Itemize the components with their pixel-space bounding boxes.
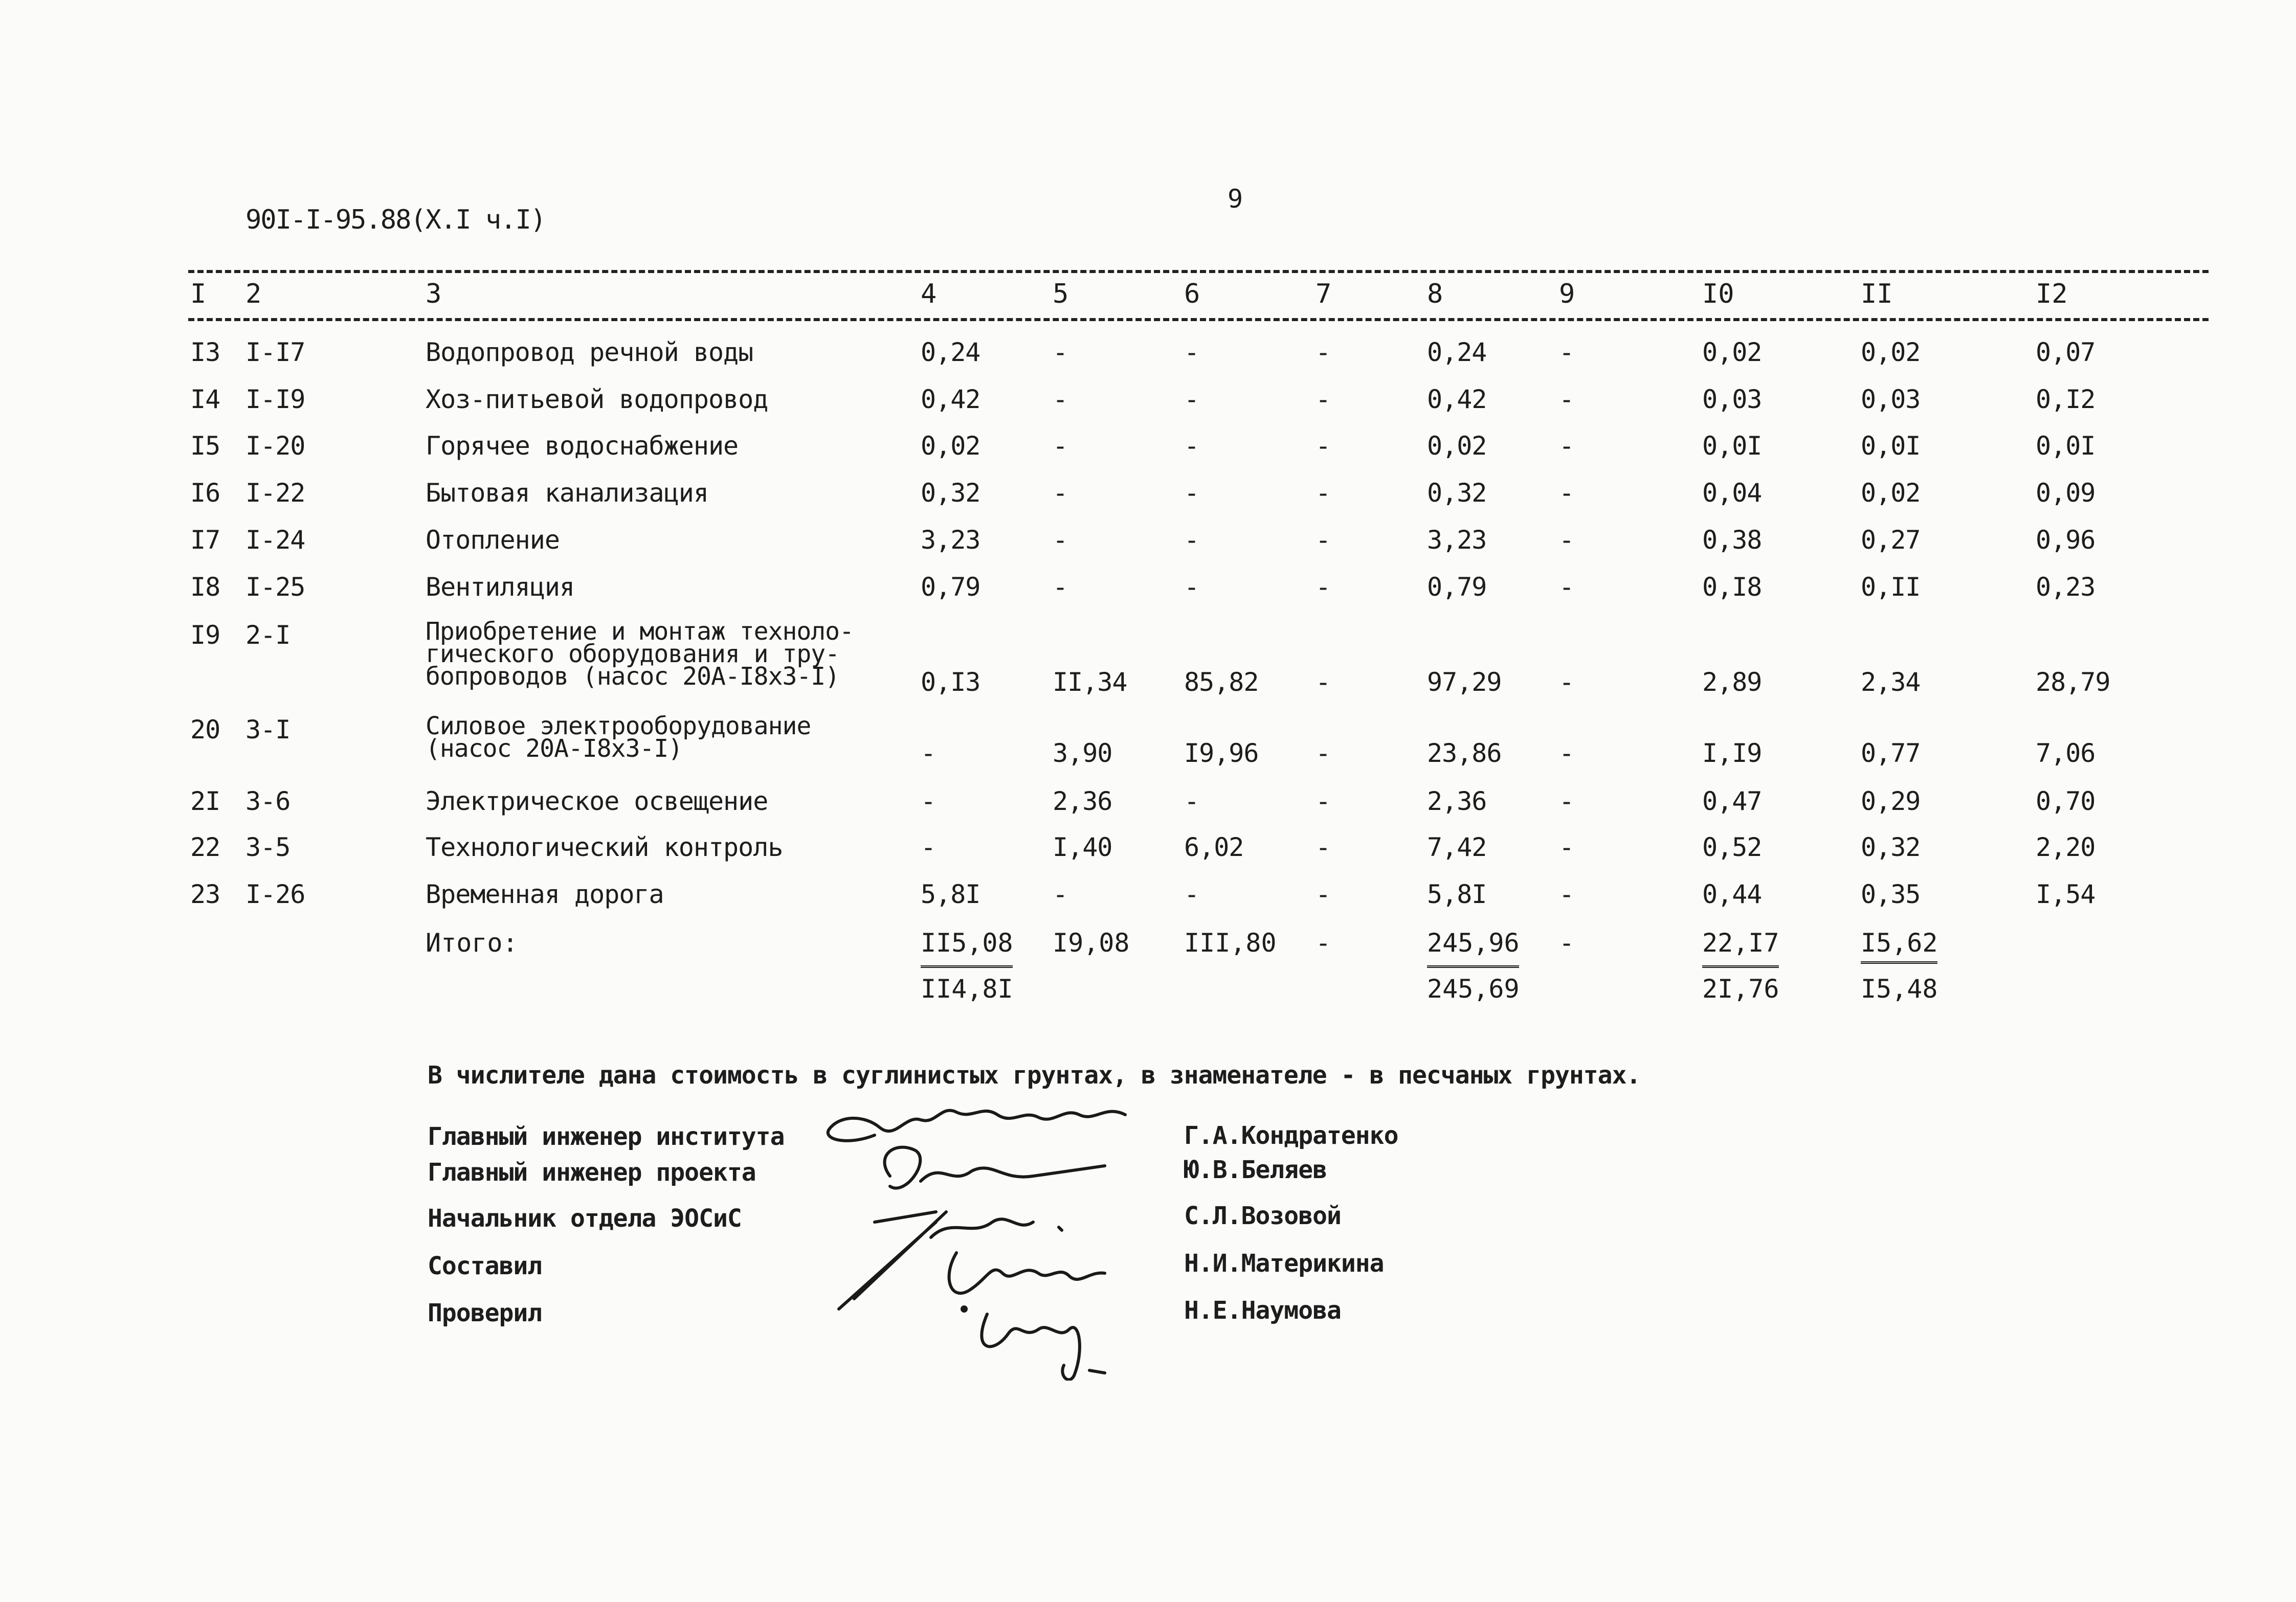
table-cell-c4: 0,02 bbox=[921, 431, 980, 461]
table-cell-c10: 0,52 bbox=[1702, 832, 1762, 862]
table-cell-c7: - bbox=[1316, 832, 1331, 862]
table-cell-c11: 0,77 bbox=[1861, 738, 1921, 768]
table-cell-c5: - bbox=[1053, 337, 1068, 367]
table-cell-code: I-I9 bbox=[246, 385, 305, 414]
table-cell-c11: 0,02 bbox=[1861, 478, 1921, 508]
total-c4: II5,08 bbox=[921, 928, 1013, 958]
table-cell-name: Горячее водоснабжение bbox=[426, 431, 739, 461]
table-cell-c10: 0,02 bbox=[1702, 337, 1762, 367]
table-cell-name: Электрическое освещение bbox=[426, 786, 768, 816]
table-cell-c7: - bbox=[1316, 879, 1331, 909]
table-cell-c7: - bbox=[1316, 385, 1331, 414]
total-c10: 22,I7 bbox=[1702, 928, 1779, 958]
table-cell-c6: - bbox=[1184, 786, 1199, 816]
table-cell-c8: 23,86 bbox=[1427, 738, 1502, 768]
table-row bbox=[0, 525, 2296, 571]
table-cell-name: Силовое электрооборудование (насос 20А-I8х3-I) bbox=[426, 712, 811, 763]
table-cell-c11: 2,34 bbox=[1861, 667, 1921, 697]
table-cell-c12: 0,07 bbox=[2036, 337, 2096, 367]
table-row bbox=[0, 572, 2296, 618]
table-cell-c4: 0,32 bbox=[921, 478, 980, 508]
column-header: II bbox=[1861, 279, 1893, 309]
table-cell-c10: 0,38 bbox=[1702, 525, 1762, 555]
table-cell-n: 22 bbox=[190, 832, 220, 862]
table-cell-c12: 0,09 bbox=[2036, 478, 2096, 508]
table-cell-c5: - bbox=[1053, 385, 1068, 414]
document-code: 90I-I-95.88(X.I ч.I) bbox=[246, 205, 546, 235]
header-top-rule bbox=[188, 270, 2209, 273]
table-cell-c4: 5,8I bbox=[921, 879, 980, 909]
column-header: I2 bbox=[2036, 279, 2068, 309]
table-cell-c9: - bbox=[1559, 572, 1574, 602]
table-cell-c7: - bbox=[1316, 667, 1331, 697]
table-cell-c12: 28,79 bbox=[2036, 667, 2110, 697]
table-cell-code: I-24 bbox=[246, 525, 305, 555]
signature-kondratenko bbox=[828, 1111, 1125, 1141]
table-cell-name: Технологический контроль bbox=[426, 832, 783, 862]
table-cell-c12: 7,06 bbox=[2036, 738, 2096, 768]
table-cell-n: 20 bbox=[190, 715, 220, 744]
column-header: I bbox=[190, 279, 207, 309]
table-row bbox=[0, 832, 2296, 878]
table-cell-n: I8 bbox=[190, 572, 220, 602]
table-cell-c4: 3,23 bbox=[921, 525, 980, 555]
total-c10-denominator: 2I,76 bbox=[1702, 974, 1779, 1004]
table-cell-c11: 0,32 bbox=[1861, 832, 1921, 862]
table-cell-c12: 2,20 bbox=[2036, 832, 2096, 862]
table-cell-code: 3-I bbox=[246, 715, 291, 744]
table-cell-c9: - bbox=[1559, 786, 1574, 816]
table-cell-code: 3-5 bbox=[246, 832, 291, 862]
table-cell-n: I5 bbox=[190, 431, 220, 461]
table-cell-c6: - bbox=[1184, 478, 1199, 508]
total-c7: - bbox=[1316, 928, 1331, 958]
table-cell-c6: - bbox=[1184, 385, 1199, 414]
table-cell-n: 2I bbox=[190, 786, 220, 816]
table-cell-c10: 0,04 bbox=[1702, 478, 1762, 508]
fraction-line bbox=[921, 965, 1013, 968]
table-cell-c8: 0,79 bbox=[1427, 572, 1487, 602]
table-row bbox=[0, 385, 2296, 431]
table-cell-c6: - bbox=[1184, 525, 1199, 555]
table-row bbox=[0, 712, 2296, 768]
table-cell-c10: 0,I8 bbox=[1702, 572, 1762, 602]
table-cell-code: I-22 bbox=[246, 478, 305, 508]
signature-naumova bbox=[982, 1314, 1105, 1380]
table-cell-name: Вентиляция bbox=[426, 572, 575, 602]
table-cell-c5: I,40 bbox=[1053, 832, 1112, 862]
table-cell-c9: - bbox=[1559, 738, 1574, 768]
table-cell-c4: - bbox=[921, 738, 936, 768]
table-cell-n: I6 bbox=[190, 478, 220, 508]
table-cell-c12: 0,23 bbox=[2036, 572, 2096, 602]
table-cell-n: I3 bbox=[190, 337, 220, 367]
table-cell-c11: 0,0I bbox=[1861, 431, 1921, 461]
table-cell-n: I9 bbox=[190, 620, 220, 650]
table-cell-c11: 0,29 bbox=[1861, 786, 1921, 816]
table-row bbox=[0, 617, 2296, 697]
column-header: 3 bbox=[426, 279, 442, 309]
page-number: 9 bbox=[1228, 184, 1243, 214]
footnote: В числителе дана стоимость в суглинистых грунтах, в знаменателе - в песчаных грунтах. bbox=[428, 1061, 1641, 1090]
table-cell-c9: - bbox=[1559, 832, 1574, 862]
table-cell-code: 3-6 bbox=[246, 786, 291, 816]
table-cell-c8: 0,32 bbox=[1427, 478, 1487, 508]
table-cell-c11: 0,35 bbox=[1861, 879, 1921, 909]
handwritten-signatures bbox=[818, 1084, 1187, 1381]
table-cell-name: Водопровод речной воды bbox=[426, 337, 753, 367]
table-cell-c8: 2,36 bbox=[1427, 786, 1487, 816]
column-header: 2 bbox=[246, 279, 262, 309]
table-row bbox=[0, 786, 2296, 832]
column-header: 5 bbox=[1053, 279, 1069, 309]
table-cell-code: 2-I bbox=[246, 620, 291, 650]
total-c11-denominator: I5,48 bbox=[1861, 974, 1938, 1004]
table-cell-name: Отопление bbox=[426, 525, 560, 555]
fraction-line bbox=[1861, 961, 1937, 964]
table-cell-c7: - bbox=[1316, 478, 1331, 508]
table-cell-c11: 0,27 bbox=[1861, 525, 1921, 555]
table-cell-c4: - bbox=[921, 832, 936, 862]
column-header: 6 bbox=[1184, 279, 1200, 309]
fraction-line bbox=[1427, 965, 1519, 968]
table-cell-c7: - bbox=[1316, 786, 1331, 816]
table-cell-c6: I9,96 bbox=[1184, 738, 1259, 768]
table-cell-c12: I,54 bbox=[2036, 879, 2096, 909]
total-label: Итого: bbox=[426, 928, 518, 958]
signer-title: Составил bbox=[428, 1252, 542, 1280]
total-c6: III,80 bbox=[1184, 928, 1277, 958]
header-bottom-rule bbox=[188, 318, 2209, 321]
table-cell-c6: 6,02 bbox=[1184, 832, 1244, 862]
table-cell-n: I7 bbox=[190, 525, 220, 555]
table-cell-code: I-26 bbox=[246, 879, 305, 909]
table-cell-n: I4 bbox=[190, 385, 220, 414]
fraction-line bbox=[1702, 965, 1779, 968]
signer-title: Начальник отдела ЭОСиС bbox=[428, 1204, 742, 1233]
table-cell-c9: - bbox=[1559, 525, 1574, 555]
table-cell-c5: II,34 bbox=[1053, 667, 1127, 697]
table-cell-c5: - bbox=[1053, 572, 1068, 602]
table-cell-c5: - bbox=[1053, 525, 1068, 555]
signer-title: Проверил bbox=[428, 1299, 542, 1327]
table-cell-c10: 0,47 bbox=[1702, 786, 1762, 816]
table-cell-c9: - bbox=[1559, 337, 1574, 367]
table-cell-c7: - bbox=[1316, 738, 1331, 768]
signer-name: Н.И.Материкина bbox=[1184, 1249, 1384, 1278]
column-header: 7 bbox=[1316, 279, 1332, 309]
table-cell-c4: 0,79 bbox=[921, 572, 980, 602]
signer-name: Ю.В.Беляев bbox=[1184, 1156, 1327, 1184]
table-cell-c5: - bbox=[1053, 879, 1068, 909]
table-cell-c8: 0,24 bbox=[1427, 337, 1487, 367]
table-cell-c8: 3,23 bbox=[1427, 525, 1487, 555]
table-cell-c6: - bbox=[1184, 431, 1199, 461]
table-cell-code: I-25 bbox=[246, 572, 305, 602]
table-cell-c8: 5,8I bbox=[1427, 879, 1487, 909]
table-cell-c9: - bbox=[1559, 431, 1574, 461]
table-cell-c10: 2,89 bbox=[1702, 667, 1762, 697]
table-cell-c8: 0,42 bbox=[1427, 385, 1487, 414]
table-cell-c8: 97,29 bbox=[1427, 667, 1502, 697]
table-cell-c10: 0,0I bbox=[1702, 431, 1762, 461]
table-cell-c5: - bbox=[1053, 431, 1068, 461]
signature-vozovoy bbox=[839, 1212, 1062, 1309]
total-c9: - bbox=[1559, 928, 1575, 958]
table-cell-c7: - bbox=[1316, 572, 1331, 602]
table-cell-c9: - bbox=[1559, 879, 1574, 909]
table-cell-c7: - bbox=[1316, 337, 1331, 367]
table-cell-name: Временная дорога bbox=[426, 879, 664, 909]
table-cell-c12: 0,96 bbox=[2036, 525, 2096, 555]
table-cell-c9: - bbox=[1559, 667, 1574, 697]
total-c8-denominator: 245,69 bbox=[1427, 974, 1520, 1004]
signer-title: Главный инженер института bbox=[428, 1122, 785, 1151]
table-row bbox=[0, 478, 2296, 524]
table-cell-c12: 0,I2 bbox=[2036, 385, 2096, 414]
table-cell-c12: 0,70 bbox=[2036, 786, 2096, 816]
table-cell-c4: 0,24 bbox=[921, 337, 980, 367]
table-cell-c5: 3,90 bbox=[1053, 738, 1112, 768]
table-cell-code: I-20 bbox=[246, 431, 305, 461]
table-cell-c7: - bbox=[1316, 431, 1331, 461]
table-cell-c4: - bbox=[921, 786, 936, 816]
table-cell-c4: 0,42 bbox=[921, 385, 980, 414]
table-cell-n: 23 bbox=[190, 879, 220, 909]
signer-name: С.Л.Возовой bbox=[1184, 1202, 1341, 1230]
table-cell-code: I-I7 bbox=[246, 337, 305, 367]
total-c4-denominator: II4,8I bbox=[921, 974, 1013, 1004]
table-cell-c11: 0,II bbox=[1861, 572, 1921, 602]
table-cell-c6: - bbox=[1184, 572, 1199, 602]
table-cell-c11: 0,02 bbox=[1861, 337, 1921, 367]
total-c11: I5,62 bbox=[1861, 928, 1938, 958]
column-header: I0 bbox=[1702, 279, 1734, 309]
table-cell-c9: - bbox=[1559, 385, 1574, 414]
table-cell-c6: - bbox=[1184, 337, 1199, 367]
table-cell-c10: 0,44 bbox=[1702, 879, 1762, 909]
table-cell-c8: 0,02 bbox=[1427, 431, 1487, 461]
table-cell-c10: I,I9 bbox=[1702, 738, 1762, 768]
column-header: 9 bbox=[1559, 279, 1575, 309]
table-cell-c11: 0,03 bbox=[1861, 385, 1921, 414]
column-header: 8 bbox=[1427, 279, 1443, 309]
table-cell-c8: 7,42 bbox=[1427, 832, 1487, 862]
total-c8: 245,96 bbox=[1427, 928, 1520, 958]
table-cell-c12: 0,0I bbox=[2036, 431, 2096, 461]
signer-name: Н.Е.Наумова bbox=[1184, 1296, 1341, 1325]
table-cell-c5: 2,36 bbox=[1053, 786, 1112, 816]
signer-name: Г.А.Кондратенко bbox=[1184, 1121, 1398, 1150]
table-cell-c5: - bbox=[1053, 478, 1068, 508]
table-cell-name: Бытовая канализация bbox=[426, 478, 708, 508]
table-cell-c6: 85,82 bbox=[1184, 667, 1259, 697]
table-row bbox=[0, 337, 2296, 383]
signature-belyaev bbox=[885, 1147, 1105, 1188]
table-cell-name: Хоз-питьевой водопровод bbox=[426, 385, 768, 414]
table-cell-name: Приобретение и монтаж техноло- гического оборудования и тру- бопроводов (насос 20А-I8х3-I) bbox=[426, 617, 854, 691]
table-row bbox=[0, 431, 2296, 477]
table-row bbox=[0, 879, 2296, 926]
column-header: 4 bbox=[921, 279, 937, 309]
table-cell-c7: - bbox=[1316, 525, 1331, 555]
signer-title: Главный инженер проекта bbox=[428, 1158, 756, 1187]
table-cell-c6: - bbox=[1184, 879, 1199, 909]
table-cell-c9: - bbox=[1559, 478, 1574, 508]
table-cell-c10: 0,03 bbox=[1702, 385, 1762, 414]
signature-materikina bbox=[949, 1253, 1105, 1293]
total-c5: I9,08 bbox=[1053, 928, 1130, 958]
table-cell-c4: 0,I3 bbox=[921, 667, 980, 697]
